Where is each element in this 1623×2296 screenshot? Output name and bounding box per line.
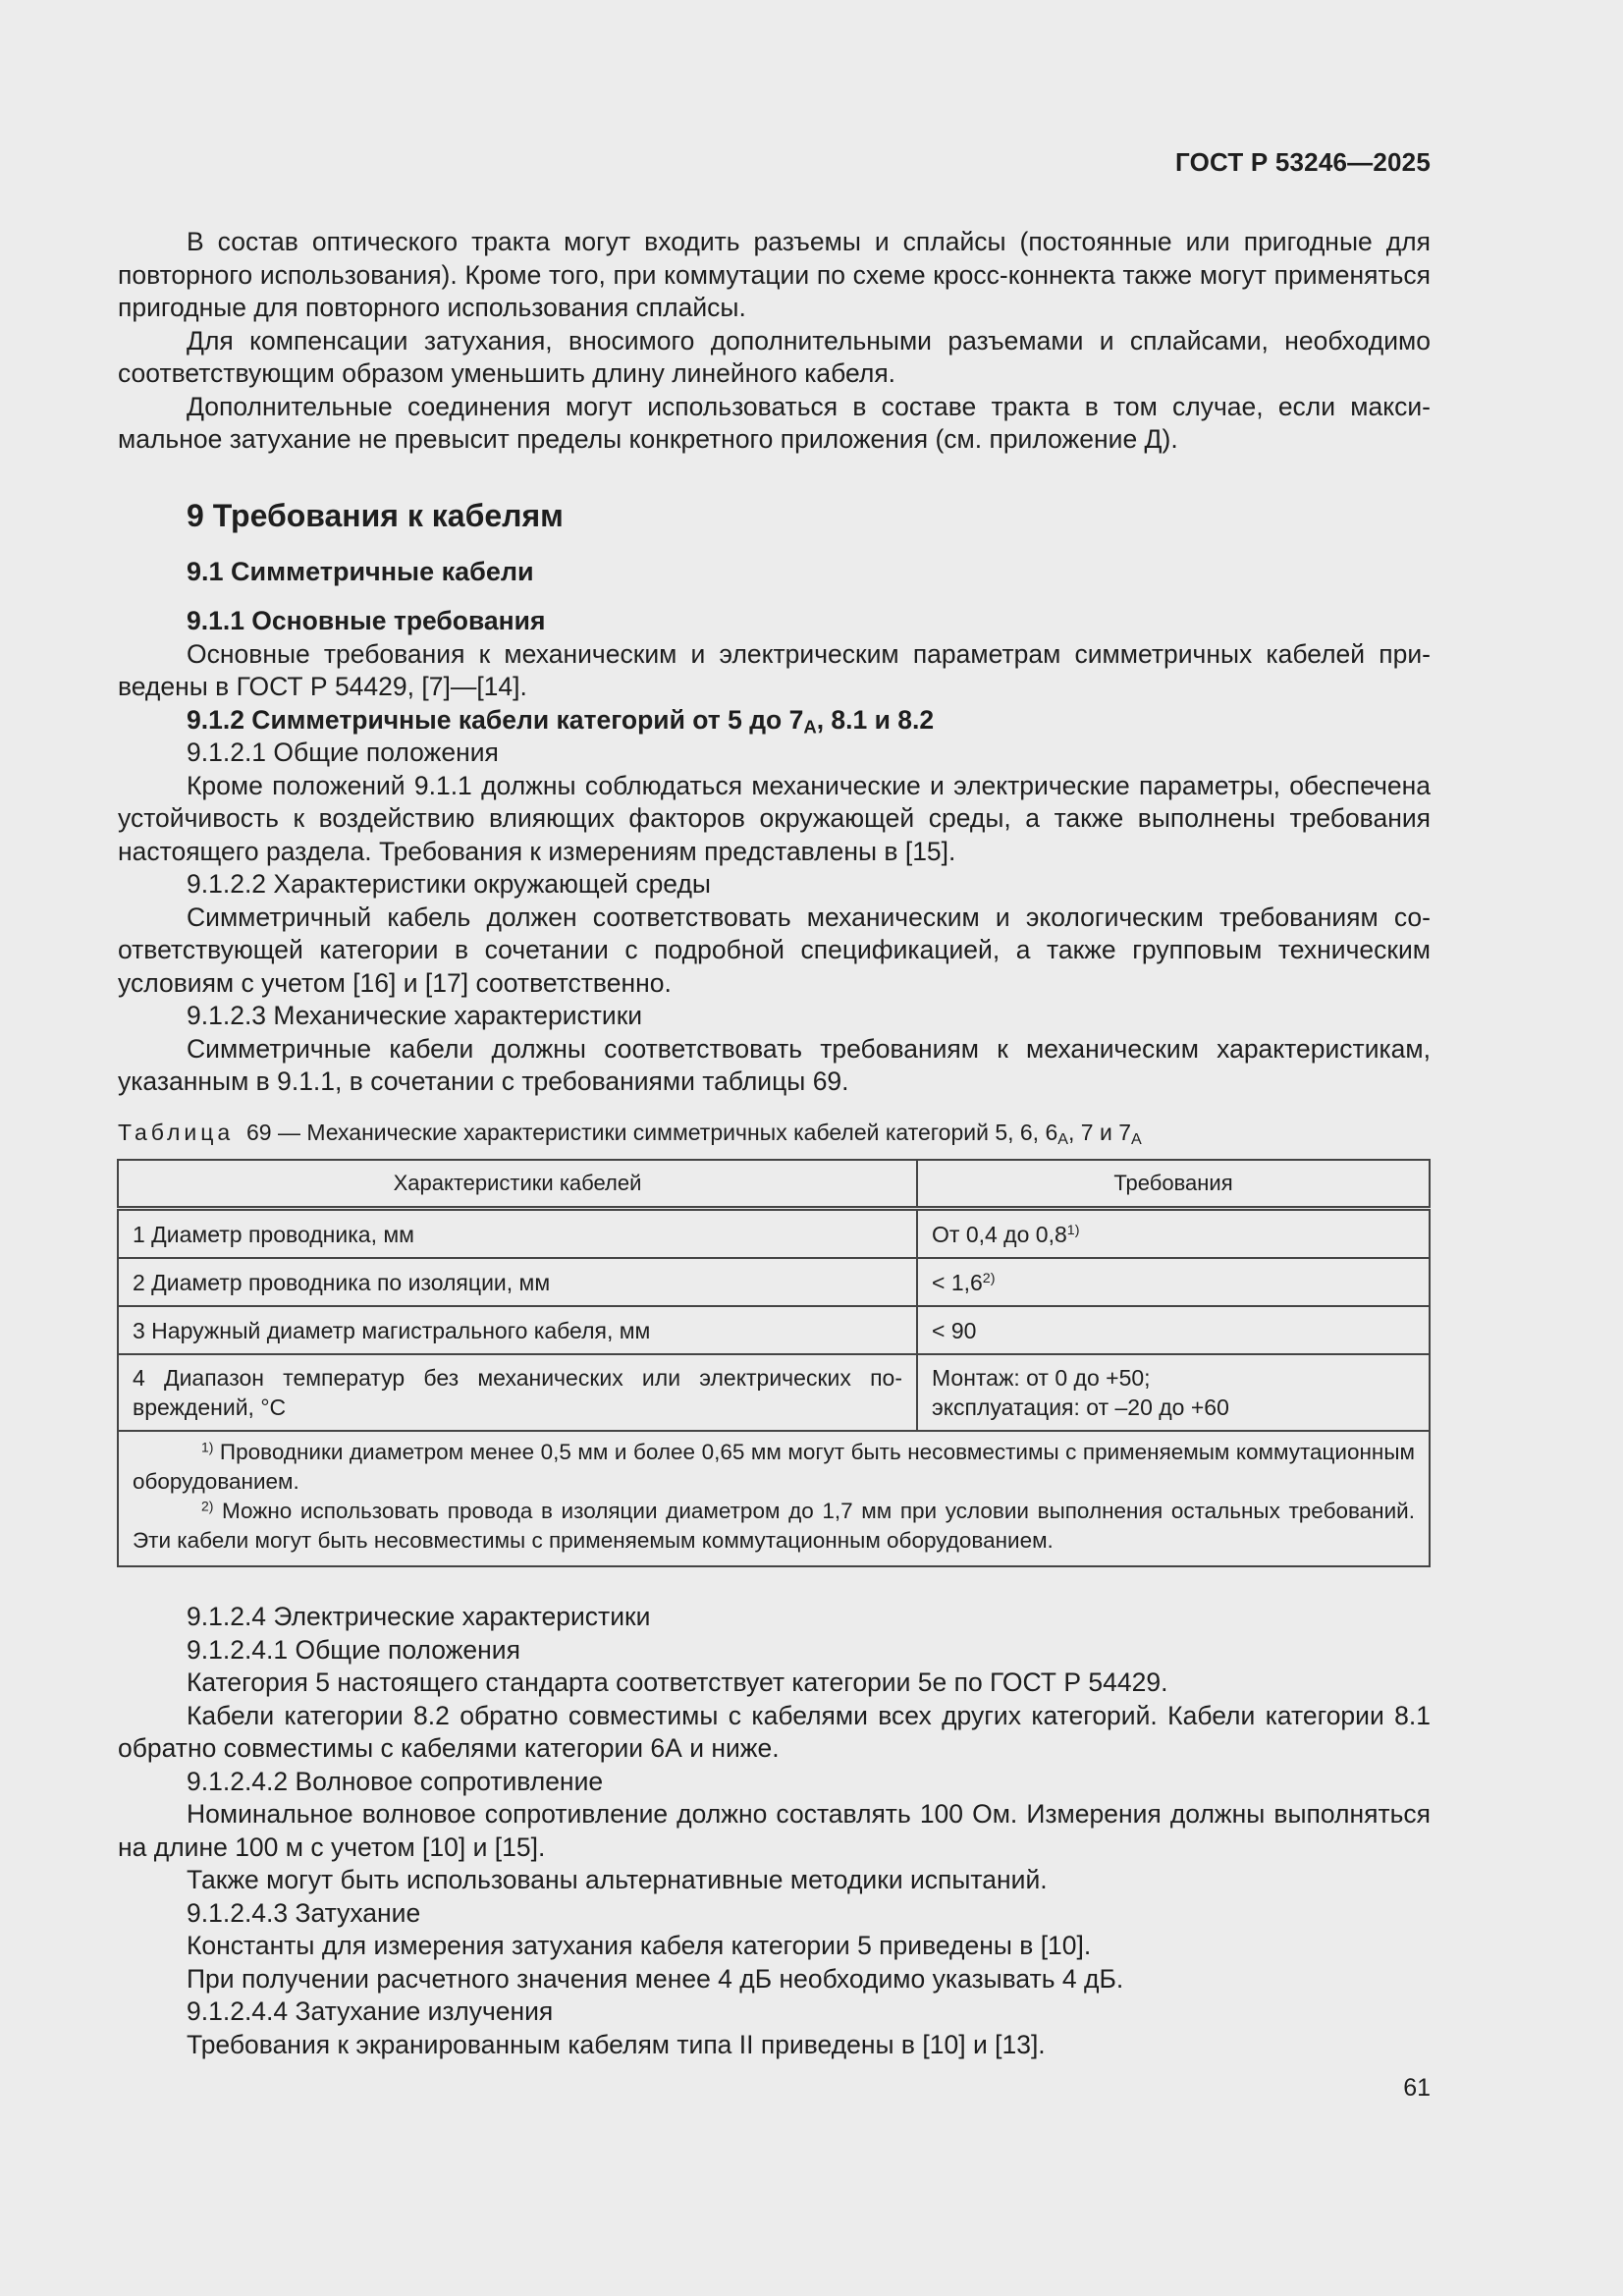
paragraph: Основные требования к механическим и электрическим параметрам симметричных кабелей приведены в ГОСТ Р 54429, [7]—[14]. [118,638,1431,701]
section-9-1-1-heading: 9.1.1 Основные требования [187,606,546,635]
table-caption: Таблица 69 — Механические характеристики симметричных кабелей категорий 5, 6, $6_A$, 7 и $7_A$ [118,1120,1142,1149]
paragraph: Также могут быть использованы альтернативные методики испытаний. [187,1865,1048,1894]
paragraph: В состав оптического тракта могут входить разъемы и сплайсы (постоянные или пригодные для повторного использования). Кроме того, при коммутации по схеме кросс-коннекта также могут применяться пригодные для повторного использования сплайсы. [118,227,1431,322]
subsection-title: 9.1.2.2 Характеристики окружающей среды [187,869,711,899]
paragraph: Требования к экранированным кабелям типа II приведены в [10] и [13]. [187,2029,1046,2059]
column-header: Характеристики кабелей [118,1160,917,1209]
section-9-1-2-heading: 9.1.2 Симметричные кабели категорий от 5 до $7_A$, 8.1 и 8.2 [187,704,935,738]
table-cell: 3 Наружный диаметр магистрального кабеля, мм [118,1306,917,1354]
table-row [118,1306,1430,1354]
table-notes-row [118,1431,1430,1566]
table-notes [118,1431,1430,1566]
table-row [118,1258,1430,1306]
page-number: 61 [1403,2074,1431,2102]
subsection-title: 9.1.2.4.2 Волновое сопротивление [187,1766,604,1796]
section-9-1-body [118,605,1431,1099]
subsection-title: 9.1.2.4.3 Затухание [187,1897,421,1928]
table-cell: < 90 [917,1306,1430,1354]
paragraph: Константы для измерения затухания кабеля категории 5 приведены в [10]. [187,1931,1092,1960]
table-cell: 2 Диаметр проводника по изоляции, мм [118,1258,917,1306]
paragraph: Дополнительные соединения могут использоваться в составе тракта в том случае, если максимальное затухание не превысит пределы конкретного приложения (см. приложение Д). [118,391,1431,454]
paragraph: Кроме положений 9.1.1 должны соблюдаться механические и электрические параметры, обеспечена устойчивость к воздействию влияющих факторов окружающей среды, а также выполнены требования настоящего раздела. Требования к измерениям представлены в [15]. [118,770,1431,866]
footnote-2: $^{2)}$ Можно использовать провода в изоляции диаметром до 1,7 мм при условии выполнения остальных требований. Эти кабели могут быть несовместимы с применяемым коммутационным оборудованием. [133,1498,1415,1553]
paragraph: Номинальное волновое сопротивление должно составлять 100 Ом. Измерения должны выполняться на длине 100 м с учетом [10] и [15]. [118,1799,1431,1862]
paragraph: Категория 5 настоящего стандарта соответствует категории 5е по ГОСТ Р 54429. [187,1667,1168,1697]
table-row [118,1209,1430,1259]
subsection-title: 9.1.2.1 Общие положения [187,738,499,767]
paragraph: Для компенсации затухания, вносимого дополнительными разъемами и сплайсами, необходимо соответствующим образом уменьшить длину линейного кабеля. [118,325,1431,388]
paragraph: При получении расчетного значения менее 4 дБ необходимо указывать 4 дБ. [187,1963,1124,1994]
paragraph: Кабели категории 8.2 обратно совместимы с кабелями всех других категорий. Кабели категории 8.1 обратно совместимы с кабелями категории 6А и ниже. [118,1700,1431,1763]
table-cell: 4 Диапазон температур без механических или электрических повреждений, °С [118,1354,917,1431]
intro-text [118,226,1431,457]
document-header: ГОСТ Р 53246—2025 [1175,147,1431,177]
section-9-heading: 9 Требования к кабелям [187,498,564,533]
table-cell: < $1,6^{2)}$ [917,1258,1430,1306]
footnote-1: $^{1)}$ Проводники диаметром менее 0,5 мм и более 0,65 мм могут быть несовместимы с применяемым коммутационным оборудованием. [133,1439,1415,1494]
table-cell: Монтаж: от 0 до +50; эксплуатация: от –20 до +60 [917,1354,1430,1431]
subsection-title: 9.1.2.3 Механические характеристики [187,1001,643,1030]
electrical-section [118,1601,1431,2061]
paragraph: Симметричный кабель должен соответствовать механическим и экологическим требованиям соответствующей категории в сочетании с подробной спецификацией, а также групповым техническим условиям с учетом [16] и [17] соответственно. [118,902,1431,998]
paragraph: Симметричные кабели должны соответствовать требованиям к механическим характеристикам, указанным в 9.1.1, в сочетании с требованиями таблицы 69. [118,1033,1431,1096]
subsection-title: 9.1.2.4.4 Затухание излучения [187,1996,554,2026]
table-cell: От 0,4 до 0,8$^{1)}$ [917,1209,1430,1259]
subsection-title: 9.1.2.4 Электрические характеристики [187,1602,651,1631]
column-header: Требования [917,1160,1430,1209]
section-9-1-heading: 9.1 Симметричные кабели [187,557,534,586]
mechanical-characteristics-table [117,1159,1431,1567]
table-cell: 1 Диаметр проводника, мм [118,1209,917,1259]
subsection-title: 9.1.2.4.1 Общие положения [187,1634,520,1665]
table-header-row [118,1160,1430,1209]
table-row [118,1354,1430,1431]
